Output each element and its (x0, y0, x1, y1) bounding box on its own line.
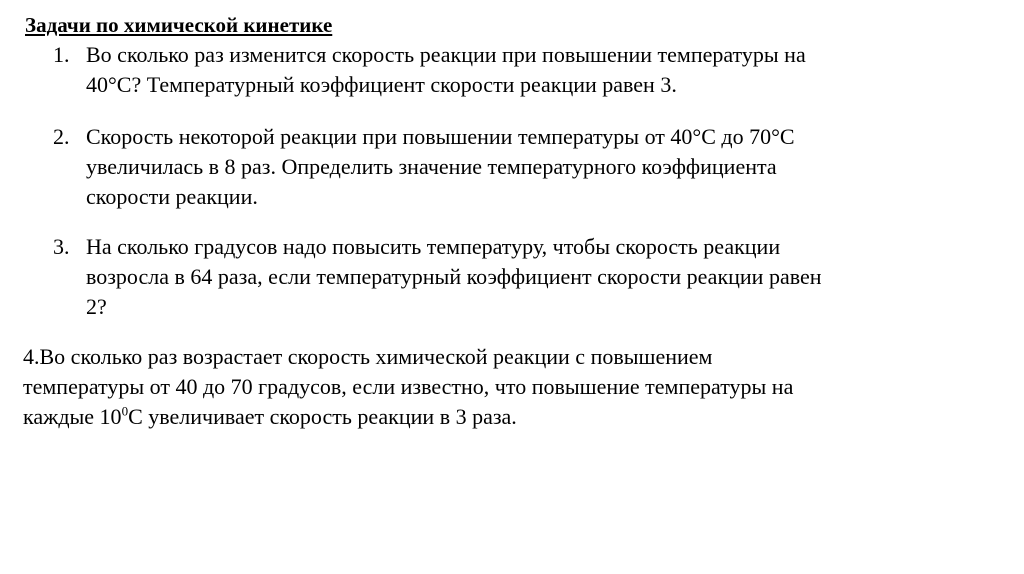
task-1-line-2: 40°C? Температурный коэффициент скорости реакции равен 3. (86, 72, 677, 97)
task-4-degree-superscript: 0 (121, 403, 129, 419)
task-4-line-3 (23, 402, 793, 432)
task-2-number: 2. (53, 124, 70, 149)
task-1-line-1: Во сколько раз изменится скорость реакции при повышении температуры на (86, 42, 806, 67)
task-3-line-2: возросла в 64 раза, если температурный коэффициент скорости реакции равен (86, 264, 822, 289)
task-2-line-2: увеличилась в 8 раз. Определить значение температурного коэффициента (86, 154, 777, 179)
task-4-line-3-end: С увеличивает скорость реакции в 3 раза. (128, 404, 517, 429)
task-4-line-1: 4.Во сколько раз возрастает скорость химической реакции с повышением (23, 344, 713, 369)
task-3-text (86, 232, 926, 322)
task-2-text (86, 122, 926, 212)
task-1-number: 1. (53, 42, 70, 67)
task-3-line-3: 2? (86, 294, 107, 319)
task-3-number: 3. (53, 234, 70, 259)
task-2-line-3: скорости реакции. (86, 184, 258, 209)
task-4-line-3-start: каждые 10 (23, 404, 122, 429)
task-2-line-1: Скорость некоторой реакции при повышении температуры от 40°C до 70°C (86, 124, 795, 149)
task-1-text (86, 40, 926, 100)
slide-title: Задачи по химической кинетике (25, 13, 333, 37)
task-4-line-2: температуры от 40 до 70 градусов, если известно, что повышение температуры на (23, 374, 794, 399)
task-4 (23, 342, 793, 432)
task-3-line-1: На сколько градусов надо повысить температуру, чтобы скорость реакции (86, 234, 781, 259)
